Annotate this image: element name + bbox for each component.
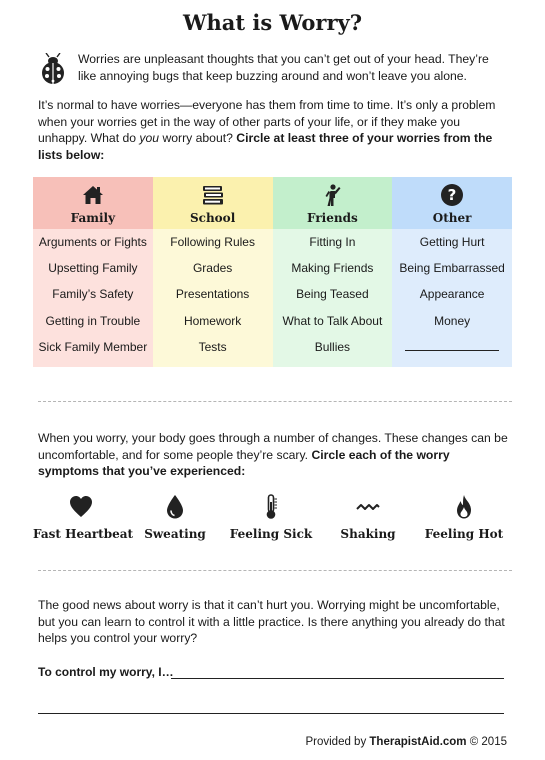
worry-item[interactable]: Fitting In <box>309 235 356 250</box>
worry-item[interactable]: Money <box>434 313 471 328</box>
house-icon <box>81 183 105 207</box>
worry-item[interactable]: Bullies <box>314 339 351 354</box>
worry-item[interactable]: Appearance <box>419 287 485 302</box>
symptom-fast-heartbeat[interactable] <box>33 494 134 541</box>
thermometer-icon <box>259 494 283 520</box>
symptom-feeling-sick[interactable] <box>223 494 319 541</box>
symptom-list <box>33 494 512 549</box>
ladybug-icon <box>38 53 68 85</box>
intro-text: Worries are unpleasant thoughts that you can’t get out of your head. They’re like annoying bugs that keep buzzing around and won’t leave you alone. <box>78 52 489 83</box>
column-label: Other <box>432 211 472 225</box>
symptom-shaking[interactable] <box>320 494 416 541</box>
worry-item[interactable]: Family’s Safety <box>52 287 134 302</box>
column-header-school <box>153 177 273 229</box>
column-friends <box>273 177 393 367</box>
books-icon <box>201 183 225 207</box>
instructions-bold: Circle at least three of your worries from the lists below: <box>38 131 493 162</box>
worry-item[interactable]: Sick Family Member <box>38 339 148 354</box>
instructions-text-2: worry about? <box>159 131 237 145</box>
symptom-label: Feeling Sick <box>229 527 313 541</box>
worry-item[interactable]: Being Teased <box>296 287 369 302</box>
symptom-feeling-hot[interactable] <box>416 494 512 541</box>
column-header-other <box>392 177 512 229</box>
worry-item[interactable]: Following Rules <box>170 235 255 250</box>
symptoms-instructions <box>38 430 508 480</box>
symptom-label: Feeling Hot <box>424 527 504 541</box>
column-header-family <box>33 177 153 229</box>
worry-item[interactable]: Making Friends <box>291 261 374 276</box>
page-title: What is Worry? <box>182 10 363 35</box>
control-prompt: To control my worry, I… <box>38 665 174 679</box>
footer-credit <box>305 736 507 748</box>
heart-icon <box>69 494 93 520</box>
symptom-label: Sweating <box>144 527 206 541</box>
column-label: Family <box>70 211 116 225</box>
footer-suffix: © 2015 <box>466 736 507 748</box>
column-header-friends <box>273 177 393 229</box>
worry-item[interactable]: Being Embarrassed <box>399 261 505 276</box>
footer-prefix: Provided by <box>305 736 370 748</box>
column-school <box>153 177 273 367</box>
droplet-icon <box>163 494 187 520</box>
symptom-label: Shaking <box>340 527 396 541</box>
control-answer-row <box>38 665 504 681</box>
question-circle-icon <box>440 183 464 207</box>
worry-item[interactable]: Getting Hurt <box>419 235 485 250</box>
instructions-emphasis: you <box>139 131 160 145</box>
column-label: School <box>189 211 236 225</box>
worry-item[interactable]: Grades <box>192 261 233 276</box>
worry-item[interactable]: Arguments or Fights <box>38 235 147 250</box>
symptoms-text: When you worry, your body goes through a number of changes. These changes can be uncomfortable, and for some people they’re scary. <box>38 431 508 462</box>
person-waving-icon <box>320 183 344 207</box>
answer-line[interactable] <box>171 678 504 679</box>
worry-item[interactable]: Tests <box>198 339 227 354</box>
symptom-sweating[interactable] <box>127 494 223 541</box>
column-family <box>33 177 153 367</box>
worries-table <box>33 177 512 367</box>
column-label: Friends <box>307 211 358 225</box>
symptom-label: Fast Heartbeat <box>33 527 134 541</box>
control-paragraph: The good news about worry is that it can’t hurt you. Worrying might be uncomfortable, but you can learn to control it with a little practice. Is there anything you already do that helps you control your worry? <box>38 598 505 645</box>
zigzag-icon <box>356 494 380 520</box>
worry-item[interactable]: Getting in Trouble <box>45 313 141 328</box>
section-divider <box>38 570 512 571</box>
column-other <box>392 177 512 367</box>
worry-item[interactable]: Presentations <box>175 287 250 302</box>
instructions-text: It’s normal to have worries—everyone has them from time to time. It’s only a problem when your worries get in the way of other parts of your life, or if they make you unhappy. What do <box>38 98 496 145</box>
footer-brand: TherapistAid.com <box>369 736 467 748</box>
write-in-blank[interactable] <box>392 334 512 360</box>
symptoms-bold: Circle each of the worry symptoms that you’ve experienced: <box>38 447 450 478</box>
answer-line[interactable] <box>38 713 504 714</box>
worry-item[interactable]: Upsetting Family <box>48 261 138 276</box>
svg-text:?: ? <box>447 186 457 204</box>
section-divider <box>38 401 512 402</box>
flame-icon <box>452 494 476 520</box>
worry-item[interactable]: Homework <box>183 313 242 328</box>
worry-item[interactable]: What to Talk About <box>282 313 383 328</box>
worries-instructions <box>38 97 508 163</box>
